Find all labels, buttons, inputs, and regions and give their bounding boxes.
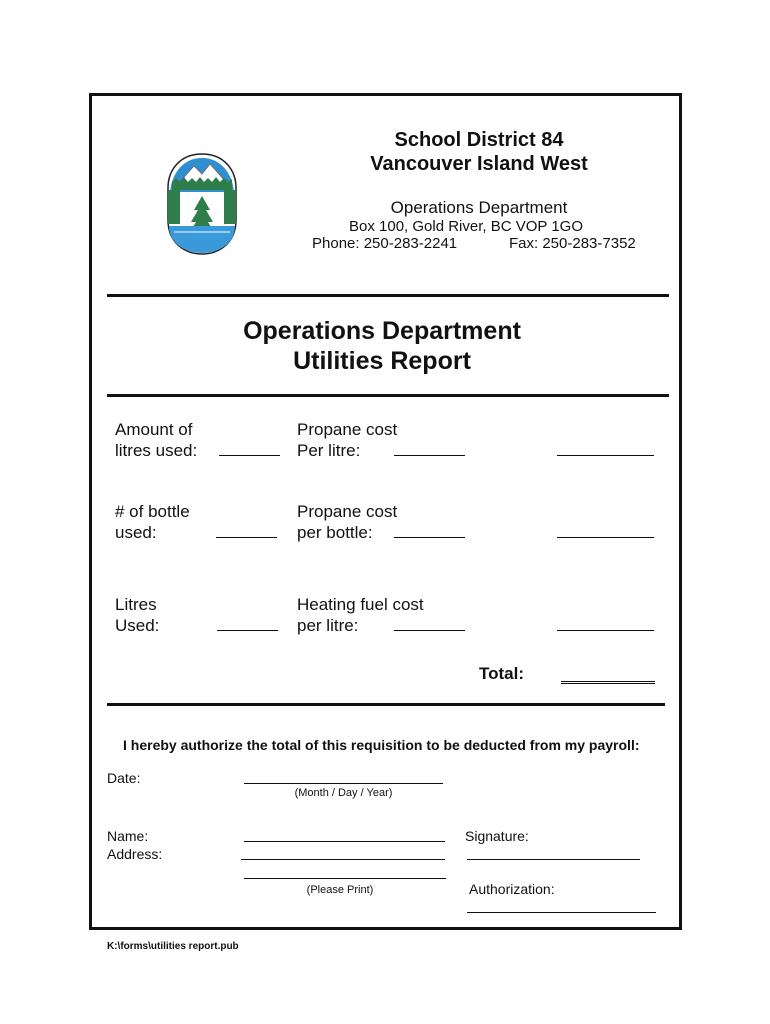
litres-used-input[interactable]	[217, 630, 278, 631]
department-phone: Phone: 250-283-2241	[312, 235, 458, 252]
address-label: Address:	[107, 846, 163, 862]
file-path: K:\forms\utilities report.pub	[107, 941, 239, 952]
signature-input[interactable]	[467, 859, 640, 860]
litres-used-label: Litres Used:	[115, 595, 160, 635]
total-input[interactable]	[561, 681, 655, 684]
amount-litres-label: Amount of litres used:	[115, 420, 198, 460]
total-label: Total:	[479, 664, 525, 683]
department-fax: Fax: 250-283-7352	[509, 235, 636, 252]
authorization-input[interactable]	[467, 912, 656, 913]
district-logo	[164, 152, 240, 256]
amount-litres-input[interactable]	[219, 455, 280, 456]
report-title-line1: Operations Department	[243, 317, 521, 345]
propane-cost-litre-label: Propane cost Per litre:	[297, 420, 398, 460]
department-name: Operations Department	[390, 198, 568, 217]
bottles-used-label: # of bottle used:	[115, 502, 190, 542]
date-format-hint: (Month / Day / Year)	[294, 787, 393, 799]
report-title-line2: Utilities Report	[293, 347, 471, 375]
bottles-used-input[interactable]	[216, 537, 277, 538]
propane-cost-litre-input[interactable]	[394, 455, 465, 456]
heating-fuel-subtotal-input[interactable]	[557, 630, 654, 631]
propane-litre-subtotal-input[interactable]	[557, 455, 654, 456]
address-input-line2[interactable]	[244, 878, 446, 879]
header-divider	[107, 294, 669, 297]
heating-fuel-cost-input[interactable]	[394, 630, 465, 631]
authorization-statement: I hereby authorize the total of this requisition to be deducted from my payroll:	[123, 737, 640, 753]
authorization-label: Authorization:	[469, 881, 555, 897]
name-input[interactable]	[244, 841, 445, 842]
title-divider	[107, 394, 669, 397]
signature-label: Signature:	[465, 828, 529, 844]
totals-divider	[107, 703, 665, 706]
address-input-line1[interactable]	[241, 859, 445, 860]
propane-cost-bottle-input[interactable]	[394, 537, 465, 538]
heating-fuel-cost-label: Heating fuel cost per litre:	[297, 595, 424, 635]
date-input[interactable]	[244, 783, 443, 784]
district-region: Vancouver Island West	[370, 153, 588, 175]
propane-cost-bottle-label: Propane cost per bottle:	[297, 502, 398, 542]
print-hint: (Please Print)	[306, 884, 374, 896]
district-name: School District 84	[394, 129, 564, 151]
name-label: Name:	[107, 828, 149, 844]
date-label: Date:	[107, 770, 141, 786]
department-address: Box 100, Gold River, BC VOP 1GO	[349, 218, 583, 235]
propane-bottle-subtotal-input[interactable]	[557, 537, 654, 538]
